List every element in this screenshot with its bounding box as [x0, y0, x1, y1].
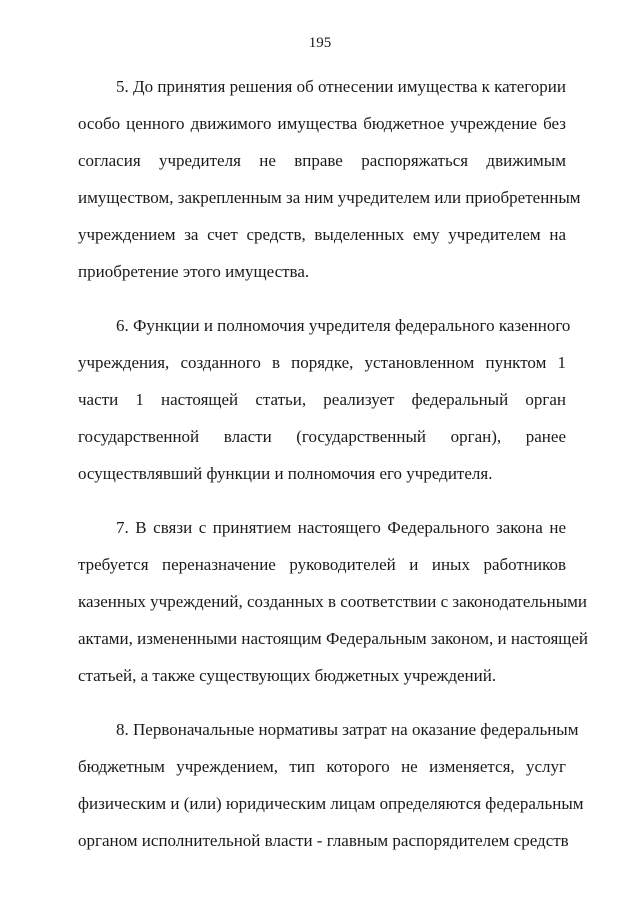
text-line: 5. До принятия решения об отнесении имущества к категории [116, 77, 566, 96]
text-line: актами, измененными настоящим Федеральным законом, и настоящей [78, 629, 589, 648]
text-line: части 1 настоящей статьи, реализует федеральный орган [78, 390, 566, 409]
text-line: требуется переназначение руководителей и иных работников [78, 555, 566, 574]
paragraph-8 [78, 711, 584, 859]
paragraph-6 [78, 307, 571, 492]
text-line: имуществом, закрепленным за ним учредителем или приобретенным [78, 188, 581, 207]
text-line: статьей, а также существующих бюджетных учреждений. [78, 666, 497, 685]
text-line: приобретение этого имущества. [78, 262, 310, 281]
text-line: государственной власти (государственный орган), ранее [78, 427, 566, 446]
text-line: особо ценного движимого имущества бюджетное учреждение без [78, 114, 566, 133]
text-line: бюджетным учреждением, тип которого не изменяется, услуг [78, 757, 566, 776]
text-line: казенных учреждений, созданных в соответствии с законодательными [78, 592, 588, 611]
text-line: 8. Первоначальные нормативы затрат на оказание федеральным [116, 720, 579, 739]
text-line: 6. Функции и полномочия учредителя федерального казенного [116, 316, 571, 335]
text-line: учреждения, созданного в порядке, установленном пунктом 1 [78, 353, 566, 372]
paragraph-5 [78, 68, 581, 290]
paragraph-7 [78, 509, 589, 694]
text-line: 7. В связи с принятием настоящего Федерального закона не [116, 518, 566, 537]
text-line: осуществлявший функции и полномочия его учредителя. [78, 464, 493, 483]
document-body [78, 68, 589, 876]
text-line: органом исполнительной власти - главным распорядителем средств [78, 831, 569, 850]
text-line: учреждением за счет средств, выделенных ему учредителем на [78, 225, 566, 244]
page-number: 195 [308, 35, 332, 51]
text-line: физическим и (или) юридическим лицам определяются федеральным [78, 794, 584, 813]
text-line: согласия учредителя не вправе распоряжаться движимым [78, 151, 566, 170]
